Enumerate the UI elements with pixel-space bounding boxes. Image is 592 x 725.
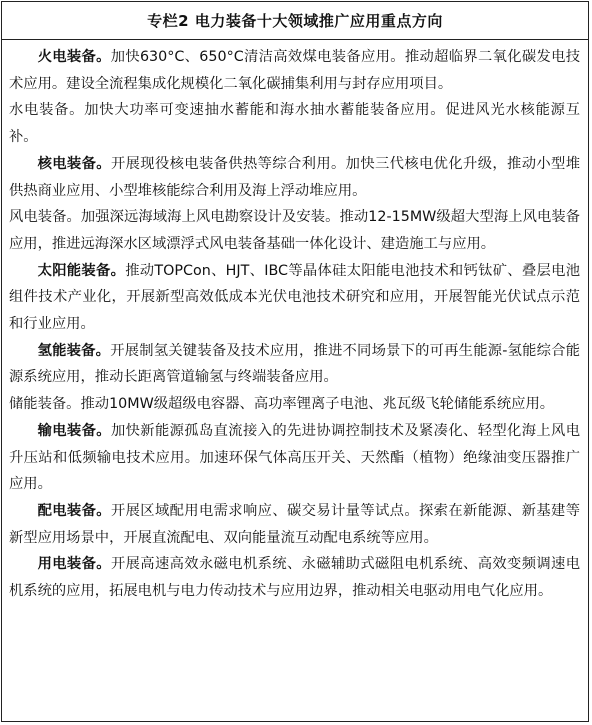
- paragraph-consumption: [9, 551, 580, 604]
- paragraph-solar-power: [9, 258, 580, 338]
- paragraph-text: 风电装备。加强深远海域海上风电勘察设计及安装。推动12-15MW级超大型海上风电装备应用，推进远海深水区域漂浮式风电装备基础一体化设计、建造施工与应用。: [9, 209, 580, 252]
- paragraph-text: 开展区域配用电需求响应、碳交易计量等试点。探索在新能源、新基建等新型应用场景中，开展直流配电、双向能量流互动配电系统等应用。: [9, 502, 581, 546]
- paragraph-hydrogen: [9, 338, 580, 391]
- paragraph-lead: 输电装备。: [37, 422, 111, 439]
- paragraph-distribution: [9, 498, 580, 551]
- paragraph-lead: 核电装备。: [37, 155, 111, 172]
- paragraph-text: 加快630°C、650°C清洁高效煤电装备应用。推动超临界二氧化碳发电技术应用。建设全流程集成化规模化二氧化碳捕集利用与封存应用项目。: [9, 49, 580, 92]
- paragraph-text: 推动TOPCon、HJT、IBC等晶体硅太阳能电池技术和钙钛矿、叠层电池组件技术产业化，开展新型高效低成本光伏电池技术研究和应用，开展智能光伏试点示范和行业应用。: [9, 262, 580, 333]
- paragraph-energy-storage: [9, 391, 580, 418]
- paragraph-text: 开展现役核电装备供热等综合利用。加快三代核电优化升级，推动小型堆供热商业应用、小型堆核能综合利用及海上浮动堆应用。: [9, 155, 581, 199]
- paragraph-wind-power: [9, 204, 580, 257]
- paragraph-lead: 火电装备。: [37, 49, 111, 65]
- panel-title: 专栏2 电力装备十大领域推广应用重点方向: [2, 2, 588, 40]
- paragraph-text: 储能装备。推动10MW级超级电容器、高功率锂离子电池、兆瓦级飞轮储能系统应用。: [9, 396, 555, 413]
- paragraph-nuclear-power: [9, 151, 580, 204]
- panel-content: [2, 40, 588, 605]
- paragraph-text: 开展高速高效永磁电机系统、永磁辅助式磁阻电机系统、高效变频调速电机系统的应用，拓展电机与电力传动技术与应用边界，推动相关电驱动用电气化应用。: [9, 556, 581, 600]
- paragraph-text: 水电装备。加快大功率可变速抽水蓄能和海水抽水蓄能装备应用。促进风光水核能源互补。: [9, 102, 580, 146]
- paragraph-lead: 用电装备。: [37, 556, 111, 573]
- paragraph-lead: 氢能装备。: [37, 342, 111, 359]
- paragraph-hydro-power: [9, 97, 580, 150]
- paragraph-text: 加快新能源孤岛直流接入的先进协调控制技术及紧凑化、轻型化海上风电升压站和低频输电技术应用。加速环保气体高压开关、天然酯（植物）绝缘油变压器推广应用。: [9, 422, 581, 493]
- paragraph-transmission: [9, 418, 580, 498]
- paragraph-lead: 配电装备。: [37, 502, 111, 519]
- paragraph-lead: 太阳能装备。: [37, 262, 126, 279]
- paragraph-thermal-power: [9, 44, 580, 97]
- panel-box: [1, 1, 589, 722]
- paragraph-text: 开展制氢关键装备及技术应用，推进不同场景下的可再生能源-氢能综合能源系统应用，推动长距离管道输氢与终端装备应用。: [9, 342, 581, 386]
